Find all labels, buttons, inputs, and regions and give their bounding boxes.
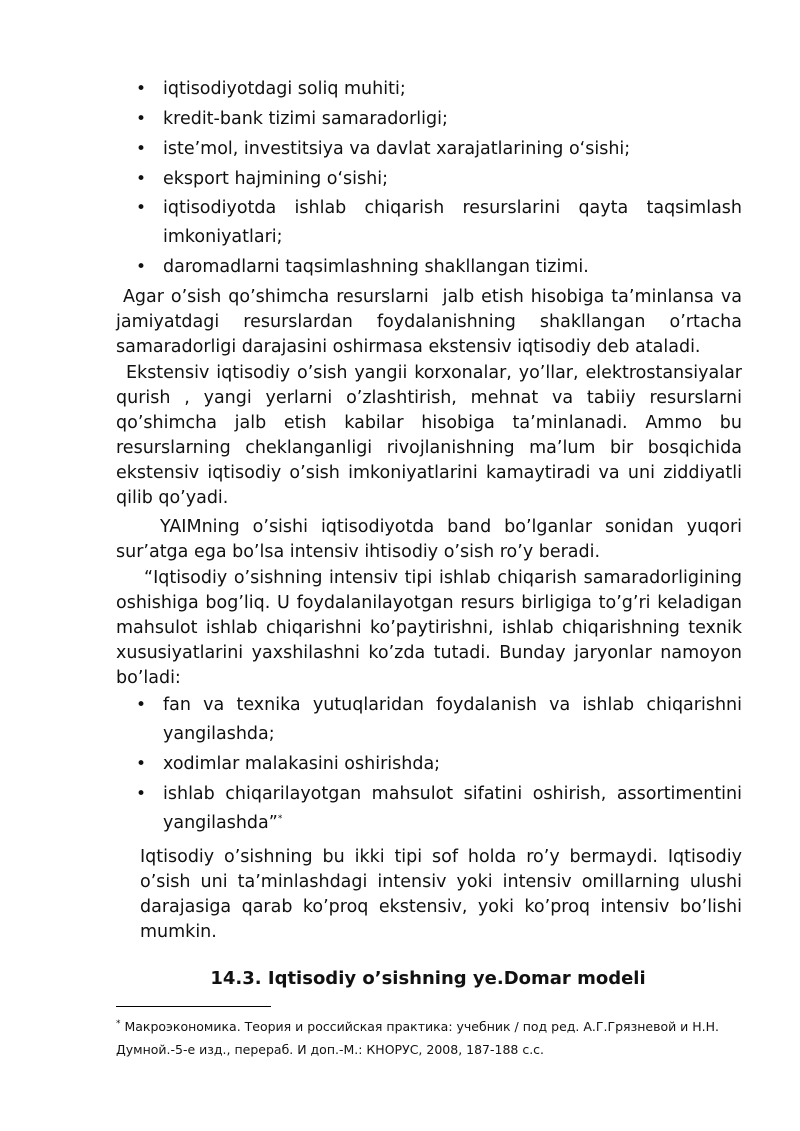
bullet-glyph: • <box>136 169 147 189</box>
footnote-text: Макроэкономика. Теория и российская практика: учебник / под ред. А.Г.Грязневой и Н.Н. <box>120 1019 720 1034</box>
list-item: ishlab chiqarilayotgan mahsulot sifatini oshirish, assortimentini <box>163 784 742 804</box>
paragraph-line: mahsulot ishlab chiqarishni ko’paytirishni, ishlab chiqarishning texnik <box>116 618 742 638</box>
list-item: kredit-bank tizimi samaradorligi; <box>163 109 448 129</box>
list-item: iqtisodiyotdagi soliq muhiti; <box>163 79 406 99</box>
paragraph-line: resurslarning cheklanganligi rivojlanishning ma’lum bir bosqichida <box>116 438 742 458</box>
bullet-glyph: • <box>136 695 147 715</box>
paragraph-line: oshishiga bog’liq. U foydalanilayotgan resurs birligiga to’g’ri keladigan <box>116 593 742 613</box>
paragraph-line: qo’shimcha jalb etish kabilar hisobiga ta’minlanadi. Ammo bu <box>116 413 742 433</box>
bullet-glyph: • <box>136 79 147 99</box>
bullet-glyph: • <box>136 198 147 218</box>
list-item: eksport hajmining o‘sishi; <box>163 169 388 189</box>
list-item: xodimlar malakasini oshirishda; <box>163 754 441 774</box>
paragraph-line: sur’atga ega bo’lsa intensiv ihtisodiy o’sish ro’y beradi. <box>116 542 601 562</box>
footnote-mark: * <box>116 1018 121 1029</box>
list-item-continuation: imkoniyatlari; <box>163 227 283 247</box>
paragraph-line: “Iqtisodiy o’sishning intensiv tipi ishlab chiqarish samaradorligining <box>144 568 742 588</box>
list-item: daromadlarni taqsimlashning shakllangan tizimi. <box>163 257 589 277</box>
paragraph-line: xususiyatlarini yaxshilashni ko’zda tutadi. Bunday jaryonlar namoyon <box>116 643 742 663</box>
paragraph-line: bo’ladi: <box>116 668 181 688</box>
paragraph-line: o’sish uni ta’minlashdagi intensiv yoki intensiv omillarning ulushi <box>140 872 742 892</box>
list-item-continuation <box>163 811 282 836</box>
list-item-text: yangilashda” <box>163 813 278 833</box>
footnote-line: Думной.-5-е изд., перераб. И доп.-М.: КНОРУС, 2008, 187-188 с.с. <box>116 1042 545 1057</box>
section-heading: 14.3. Iqtisodiy o’sishning ye.Domar modeli <box>210 968 646 989</box>
list-item: fan va texnika yutuqlaridan foydalanish va ishlab chiqarishni <box>163 695 742 715</box>
paragraph-line: samaradorligi darajasini oshirmasa ekstensiv iqtisodiy deb ataladi. <box>116 337 701 357</box>
paragraph-line: ekstensiv iqtisodiy o’sish imkoniyatlarini kamaytiradi va uni ziddiyatli <box>116 463 742 483</box>
bullet-glyph: • <box>136 109 147 129</box>
footnote-reference[interactable]: * <box>277 814 283 825</box>
paragraph-line: qilib qo’yadi. <box>116 488 229 508</box>
bullet-glyph: • <box>136 139 147 159</box>
paragraph-line: mumkin. <box>140 922 217 942</box>
bullet-glyph: • <box>136 257 147 277</box>
paragraph-line: jamiyatdagi resurslardan foydalanishning shakllangan o’rtacha <box>116 312 742 332</box>
footnote-line <box>116 1017 719 1037</box>
paragraph-line: Iqtisodiy o’sishning bu ikki tipi sof holda ro’y bermaydi. Iqtisodiy <box>140 847 742 867</box>
footnote-separator <box>116 1006 271 1007</box>
paragraph-line: darajasiga qarab ko’proq ekstensiv, yoki ko’proq intensiv bo’lishi <box>140 897 742 917</box>
paragraph-line: Agar o’sish qo’shimcha resurslarni jalb etish hisobiga ta’minlansa va <box>116 287 742 307</box>
bullet-glyph: • <box>136 754 147 774</box>
list-item: iste’mol, investitsiya va davlat xarajatlarining o‘sishi; <box>163 139 631 159</box>
bullet-glyph: • <box>136 784 147 804</box>
paragraph-line: qurish , yangi yerlarni o’zlashtirish, mehnat va tabiiy resurslarni <box>116 388 742 408</box>
paragraph-line: YAIMning o’sishi iqtisodiyotda band bo’lganlar sonidan yuqori <box>160 517 742 537</box>
list-item: iqtisodiyotda ishlab chiqarish resurslarini qayta taqsimlash <box>163 198 742 218</box>
list-item-continuation: yangilashda; <box>163 724 275 744</box>
paragraph-line: Ekstensiv iqtisodiy o’sish yangii korxonalar, yo’llar, elektrostansiyalar <box>126 363 742 383</box>
